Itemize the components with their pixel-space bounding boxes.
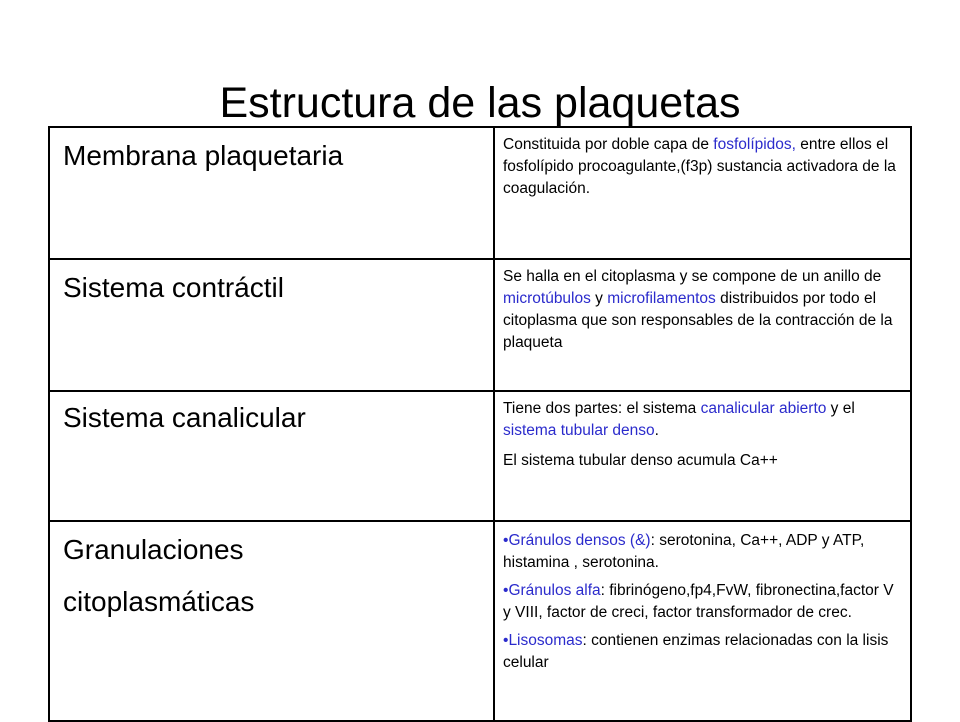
row-label: Granulaciones bbox=[63, 534, 244, 565]
row-description bbox=[503, 266, 904, 354]
row-desc-cell bbox=[494, 127, 911, 259]
slide-title: Estructura de las plaquetas bbox=[219, 79, 741, 127]
desc-term: sistema tubular denso bbox=[503, 422, 655, 439]
item-term: Gránulos densos (&) bbox=[508, 532, 651, 549]
desc-term: microtúbulos bbox=[503, 290, 591, 307]
row-label: citoplasmáticas bbox=[63, 586, 255, 617]
row-desc-cell bbox=[494, 391, 911, 521]
table-row bbox=[49, 127, 911, 259]
table-row bbox=[49, 391, 911, 521]
platelet-structure-table bbox=[48, 126, 912, 722]
item-text: : contienen enzimas relacionadas con la lisis celular bbox=[503, 632, 889, 671]
item-text: : serotonina, Ca++, ADP y ATP, histamina , serotonina. bbox=[503, 532, 865, 571]
row-desc-cell bbox=[494, 521, 911, 721]
row-description bbox=[503, 398, 904, 442]
list-item bbox=[503, 630, 904, 674]
row-desc-cell bbox=[494, 259, 911, 391]
table-row bbox=[49, 259, 911, 391]
desc-text: distribuidos por todo el citoplasma que son responsables de la contracción de la plaqueta bbox=[503, 290, 893, 351]
row-label-cell bbox=[49, 521, 494, 721]
desc-term: fosfolípidos, bbox=[713, 136, 796, 153]
row-description-extra: El sistema tubular denso acumula Ca++ bbox=[503, 452, 778, 469]
desc-term: microfilamentos bbox=[607, 290, 716, 307]
bullet: • bbox=[503, 582, 509, 599]
desc-text: . bbox=[654, 422, 659, 439]
row-label: Sistema canalicular bbox=[63, 402, 306, 433]
row-description bbox=[503, 134, 904, 200]
item-text: : fibrinógeno,fp4,FvW, fibronectina,factor V y VIII, factor de creci, factor transformador de crec. bbox=[503, 582, 894, 621]
list-item bbox=[503, 580, 904, 624]
item-term: Gránulos alfa bbox=[508, 582, 601, 599]
bullet: • bbox=[503, 532, 509, 549]
list-item bbox=[503, 530, 904, 574]
desc-text: Constituida por doble capa de bbox=[503, 136, 714, 153]
desc-text: Tiene dos partes: el sistema bbox=[503, 400, 701, 417]
row-label-cell bbox=[49, 391, 494, 521]
row-label-cell bbox=[49, 259, 494, 391]
item-term: Lisosomas bbox=[508, 632, 583, 649]
desc-term: canalicular abierto bbox=[700, 400, 827, 417]
desc-text: Se halla en el citoplasma y se compone de un anillo de bbox=[503, 268, 882, 285]
table-row bbox=[49, 521, 911, 721]
bullet: • bbox=[503, 632, 509, 649]
desc-text: entre ellos el fosfolípido procoagulante,(f3p) sustancia activadora de la coagulación. bbox=[503, 136, 896, 197]
row-label-cell bbox=[49, 127, 494, 259]
desc-text: y el bbox=[826, 400, 855, 417]
row-label: Membrana plaquetaria bbox=[63, 140, 344, 171]
row-label: Sistema contráctil bbox=[63, 272, 284, 303]
desc-text: y bbox=[590, 290, 608, 307]
